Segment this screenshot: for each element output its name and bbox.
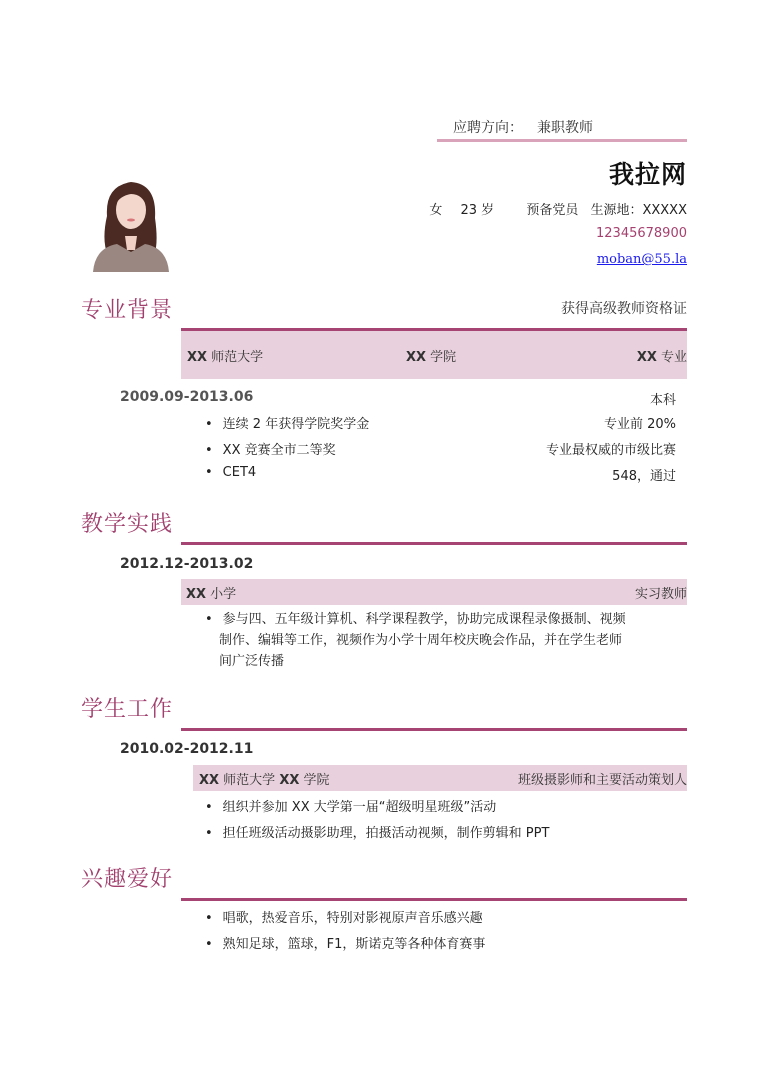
teaching-date: 2012.12-2013.02 <box>120 556 254 572</box>
education-bar <box>181 331 687 379</box>
gender: 女 <box>429 203 443 218</box>
section-divider <box>181 728 687 731</box>
political-status: 预备党员 <box>526 203 579 218</box>
list-item: • CET4 548，通过 <box>205 465 676 484</box>
apply-label: 应聘方向： <box>453 120 523 136</box>
section-title-hobbies: 兴趣爱好 <box>81 867 174 892</box>
school: XX 师范大学 <box>187 349 264 365</box>
candidate-name: 我拉网 <box>608 160 687 189</box>
section-title-education: 专业背景 <box>81 298 174 323</box>
college: XX 学院 <box>406 349 457 365</box>
section-title-student-work: 学生工作 <box>81 697 174 722</box>
certificate-note: 获得高级教师资格证 <box>561 301 687 317</box>
age: 23 岁 <box>460 203 495 218</box>
student-work-org: XX 师范大学 XX 学院 <box>199 772 330 788</box>
list-item: • 唱歌，热爱音乐，特别对影视原声音乐感兴趣 <box>205 907 483 926</box>
apply-divider <box>437 139 687 142</box>
phone-number: 12345678900 <box>596 226 687 241</box>
email-link[interactable]: moban@55.la <box>596 252 687 267</box>
degree: 本科 <box>649 393 676 408</box>
education-date: 2009.09-2013.06 <box>120 389 254 405</box>
list-item: • 担任班级活动摄影助理，拍摄活动视频，制作剪辑和 PPT <box>205 822 549 841</box>
student-work-date: 2010.02-2012.11 <box>120 741 254 757</box>
apply-direction <box>453 117 593 137</box>
origin: 生源地：XXXXX <box>590 203 687 218</box>
student-work-bar <box>193 765 687 791</box>
section-divider <box>181 542 687 545</box>
list-item: • 连续 2 年获得学院奖学金 专业前 20% <box>205 413 676 432</box>
list-item: • 组织并参加 XX 大学第一届“超级明星班级”活动 <box>205 796 496 815</box>
personal-info <box>415 199 687 218</box>
section-title-teaching: 教学实践 <box>81 512 174 537</box>
portrait-photo-icon <box>87 166 175 272</box>
teaching-bar <box>181 579 687 605</box>
student-work-role: 班级摄影师和主要活动策划人 <box>517 772 687 788</box>
major: XX 专业 <box>636 349 687 365</box>
teaching-role: 实习教师 <box>634 586 687 602</box>
section-divider <box>181 898 687 901</box>
teaching-description: • 参与四、五年级计算机、科学课程教学，协助完成课程录像摄制、视频 制作、编辑等工作，视频作为小学十周年校庆晚会作品，并在学生老师 间广泛传播 <box>205 609 626 672</box>
list-item: • XX 竞赛全市二等奖 专业最权威的市级比赛 <box>205 439 676 458</box>
apply-value: 兼职教师 <box>537 120 593 136</box>
list-item: • 熟知足球，篮球，F1，斯诺克等各种体育赛事 <box>205 933 485 952</box>
teaching-org: XX 小学 <box>186 586 237 602</box>
